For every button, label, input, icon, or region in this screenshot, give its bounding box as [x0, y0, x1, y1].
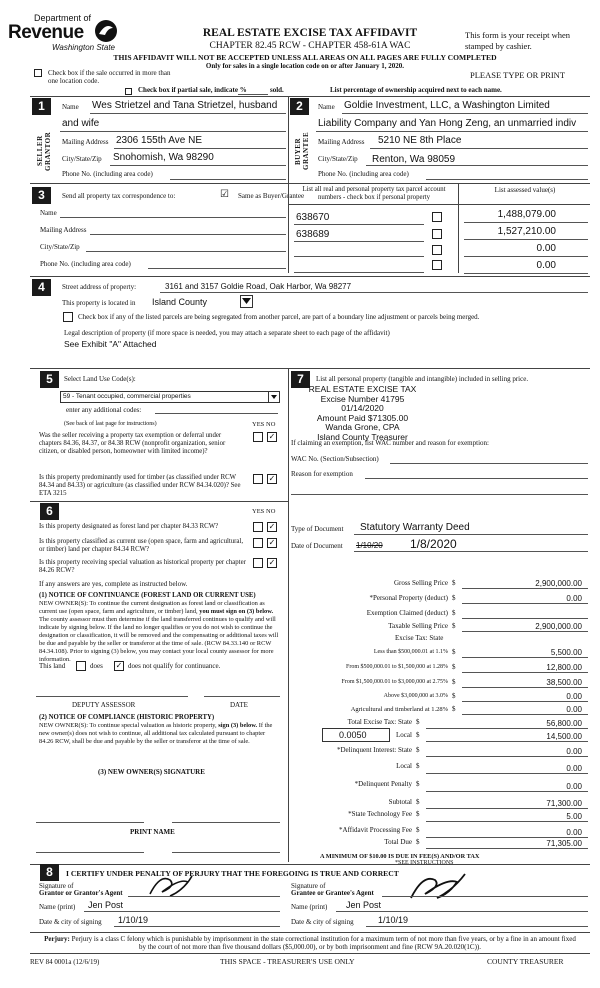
parcel-value[interactable]: 1,488,079.00 — [497, 209, 556, 220]
parcel-number[interactable]: 638689 — [296, 229, 330, 240]
buyer-city[interactable]: Renton, Wa 98059 — [372, 154, 456, 165]
buyer-mailing[interactable]: 5210 NE 8th Place — [378, 135, 462, 146]
land-use-select[interactable]: 59 - Tenant occupied, commercial properties — [60, 391, 280, 403]
local-tax[interactable]: 14,500.00 — [546, 732, 582, 741]
same-as-buyer-checkbox[interactable]: ☑ — [220, 189, 229, 200]
grantor-signature[interactable] — [140, 872, 195, 898]
timber-no[interactable]: ✓ — [268, 474, 276, 483]
revenue-logo-icon — [94, 19, 118, 43]
continuance-title: (1) NOTICE OF CONTINUANCE (FOREST LAND OR CURRENT USE) — [39, 592, 256, 599]
land-does-checkbox[interactable] — [76, 661, 86, 671]
treasurer-space: THIS SPACE - TREASURER'S USE ONLY — [220, 957, 355, 966]
seller-name-line2[interactable]: and wife — [62, 118, 100, 129]
county-select[interactable]: Island County — [152, 297, 208, 307]
buyer-name-line2[interactable]: Liability Company and Yan Hong Zeng, an unmarried indiv — [318, 118, 577, 129]
grantee-name[interactable]: Jen Post — [346, 900, 382, 910]
personal-property-checkbox[interactable] — [432, 229, 442, 239]
section-5-badge: 5 — [40, 371, 59, 388]
county-treasurer: COUNTY TREASURER — [487, 957, 564, 966]
historic-no[interactable]: ✓ — [268, 558, 276, 567]
section-7-badge: 7 — [291, 371, 310, 388]
buyer-side-label: BUYER GRANTEE — [294, 131, 310, 171]
current-use-question: Is this property classified as current use (open space, farm and agricultural, or timber) land per chapter 84.34 RCW? — [39, 538, 244, 553]
warning-text: THIS AFFIDAVIT WILL NOT BE ACCEPTED UNLESS ALL AREAS ON ALL PAGES ARE FULLY COMPLETED — [113, 53, 497, 62]
tax-exemption-yes[interactable] — [253, 432, 263, 442]
tier-value[interactable]: 12,800.00 — [546, 663, 582, 672]
partial-sale-checkbox[interactable] — [125, 88, 132, 95]
grantor-date[interactable]: 1/10/19 — [118, 915, 149, 925]
grantee-date[interactable]: 1/10/19 — [378, 915, 409, 925]
section-3-badge: 3 — [32, 187, 51, 204]
document-date[interactable]: 1/8/2020 — [410, 537, 457, 551]
current-use-no[interactable]: ✓ — [268, 538, 276, 547]
forest-land-no[interactable]: ✓ — [268, 522, 276, 531]
seller-mailing[interactable]: 2306 155th Ave NE — [116, 135, 202, 146]
section-4-badge: 4 — [32, 279, 51, 296]
form-number: REV 84 0001a (12/6/19) — [30, 958, 100, 966]
section-1-badge: 1 — [32, 98, 51, 115]
chevron-down-icon — [268, 392, 279, 402]
section-6-badge: 6 — [40, 503, 59, 520]
document-type[interactable]: Statutory Warranty Deed — [360, 522, 470, 533]
parcel-value[interactable]: 1,527,210.00 — [497, 226, 556, 237]
legal-description[interactable]: See Exhibit "A" Attached — [64, 339, 157, 349]
continuance-text: NEW OWNER(S): To continue the current designation as forest land or classification as current use (open space, farm and agriculture, or timber) land, you must sign on (3) below. The county assessor must then determine if the land transferred continues to qualify and will indicate by signing below. If the land no longer qualifies or you do not wish to continue the designation or classification, it will be removed and the compensating or additional taxes will be due and payable by the seller or transferor at the time of sale. (RCW 84.33.140 or RCW 84.34.108). Prior to signing (3) below, you may contact your local county assessor for more information. — [39, 600, 279, 663]
total-due[interactable]: 71,305.00 — [546, 839, 582, 848]
tax-exemption-no[interactable]: ✓ — [268, 432, 276, 441]
local-rate-field[interactable]: 0.0050 — [322, 728, 390, 742]
dept-logo: Department of Revenue Washington State — [6, 13, 124, 53]
grantor-name[interactable]: Jen Post — [88, 900, 124, 910]
total-excise-state[interactable]: 56,800.00 — [546, 719, 582, 728]
tier-value[interactable]: 0.00 — [566, 705, 582, 714]
multi-location-label: Check box if the sale occurred in more than one location code. — [48, 69, 171, 85]
personal-property-checkbox[interactable] — [432, 260, 442, 270]
seller-city[interactable]: Snohomish, Wa 98290 — [113, 152, 214, 163]
personal-property-checkbox[interactable] — [432, 245, 442, 255]
tier-value[interactable]: 0.00 — [566, 692, 582, 701]
forest-land-question: Is this property designated as forest land per chapter 84.33 RCW? — [39, 523, 219, 530]
excise-tax-stamp: REAL ESTATE EXCISE TAX Excise Number 41795 01/14/2020 Amount Paid $71305.00 Wanda Grone, CPA Island County Treasurer — [308, 384, 417, 442]
timber-question: Is this property predominantly used for timber (as classified under RCW 84.34 and 84.33) or agriculture (as classified under RCW 84.34.020)? See ETA 3215 — [39, 474, 241, 497]
grantee-signature[interactable] — [405, 870, 470, 902]
parcel-number[interactable]: 638670 — [296, 212, 330, 223]
historic-yes[interactable] — [253, 558, 263, 568]
delinquent-interest-state[interactable]: 0.00 — [566, 747, 582, 756]
document-date-struck: 1/10/20 — [356, 541, 383, 550]
affidavit-processing-fee[interactable]: 0.00 — [566, 828, 582, 837]
subtotal[interactable]: 71,300.00 — [546, 799, 582, 808]
street-address[interactable]: 3161 and 3157 Goldie Road, Oak Harbor, Wa 98277 — [165, 282, 352, 291]
chevron-down-icon — [242, 298, 251, 305]
timber-yes[interactable] — [253, 474, 263, 484]
parcel-value[interactable]: 0.00 — [536, 260, 556, 271]
forest-land-yes[interactable] — [253, 522, 263, 532]
state-technology-fee[interactable]: 5.00 — [566, 812, 582, 821]
partial-sold-label: sold. — [270, 86, 284, 94]
form-subtitle: CHAPTER 82.45 RCW - CHAPTER 458-61A WAC — [209, 41, 411, 51]
current-use-yes[interactable] — [253, 538, 263, 548]
same-as-buyer-label: Same as Buyer/Grantee — [238, 192, 305, 200]
land-does-not-checkbox[interactable]: ✓ — [115, 661, 123, 670]
buyer-name-line1[interactable]: Goldie Investment, LLC, a Washington Limited — [344, 100, 550, 111]
form-title: REAL ESTATE EXCISE TAX AFFIDAVIT — [202, 27, 418, 39]
compliance-text: NEW OWNER(S): To continue special valuation as historic property, sign (3) below. If the new owner(s) does not wish to continue, all additional tax calculated pursuant to chapter 84.26 RCW, shall be due and payable by the seller or transferor at the time of sale. — [39, 722, 273, 745]
seller-side-label: SELLER GRANTOR — [36, 131, 52, 171]
gross-selling-price[interactable]: 2,900,000.00 — [535, 579, 582, 588]
section-2-badge: 2 — [290, 98, 309, 115]
segregate-checkbox[interactable] — [63, 312, 73, 322]
partial-sale-label: Check box if partial sale, indicate % — [138, 86, 247, 94]
tax-exemption-question: Was the seller receiving a property tax exemption or deferral under chapters 84.36, 84.37, or 84.38 RCW (nonprofit organization, senior citizen, or disabled person, homeowner with limited income)? — [39, 432, 226, 455]
delinquent-penalty[interactable]: 0.00 — [566, 782, 582, 791]
personal-property-checkbox[interactable] — [432, 212, 442, 222]
historic-question: Is this property receiving special valuation as historical property per chapter 84.26 RCW? — [39, 559, 246, 574]
compliance-title: (2) NOTICE OF COMPLIANCE (HISTORIC PROPERTY) — [39, 714, 215, 721]
correspondence-label: Send all property tax correspondence to: — [62, 192, 176, 200]
parcel-value[interactable]: 0.00 — [536, 243, 556, 254]
certify-statement: I CERTIFY UNDER PENALTY OF PERJURY THAT THE FOREGOING IS TRUE AND CORRECT — [66, 869, 399, 878]
seller-name-line1[interactable]: Wes Strietzel and Tana Strietzel, husband — [92, 100, 278, 111]
personal-property-deduct[interactable]: 0.00 — [566, 594, 582, 603]
section-8-badge: 8 — [40, 864, 59, 881]
tier-value[interactable]: 5,500.00 — [550, 648, 582, 657]
multi-location-checkbox[interactable] — [34, 69, 42, 77]
please-type: PLEASE TYPE OR PRINT — [470, 70, 566, 80]
taxable-selling-price[interactable]: 2,900,000.00 — [535, 622, 582, 631]
receipt-note: This form is your receipt when stamped by cashier. — [465, 30, 571, 51]
single-location-note: Only for sales in a single location code on or after January 1, 2020. — [205, 62, 405, 70]
assessed-value-header: List assessed value(s) — [494, 186, 556, 194]
delinquent-interest-local[interactable]: 0.00 — [566, 764, 582, 773]
ownership-note: List percentage of ownership acquired next to each name. — [330, 86, 502, 94]
parcel-header: List all real and personal property tax parcel account numbers - check box if personal property — [302, 186, 446, 201]
tier-value[interactable]: 38,500.00 — [546, 678, 582, 687]
perjury-notice: Perjury: Perjury is a class C felony which is punishable by imprisonment in the state correctional institution for a maximum term of not more than five years, or by a fine in an amount fixed by the court of not more than five thousand dollars ($5,000.00), or by both imprisonment and fine (RCW 9A.20.020(1C)). — [44, 935, 576, 951]
